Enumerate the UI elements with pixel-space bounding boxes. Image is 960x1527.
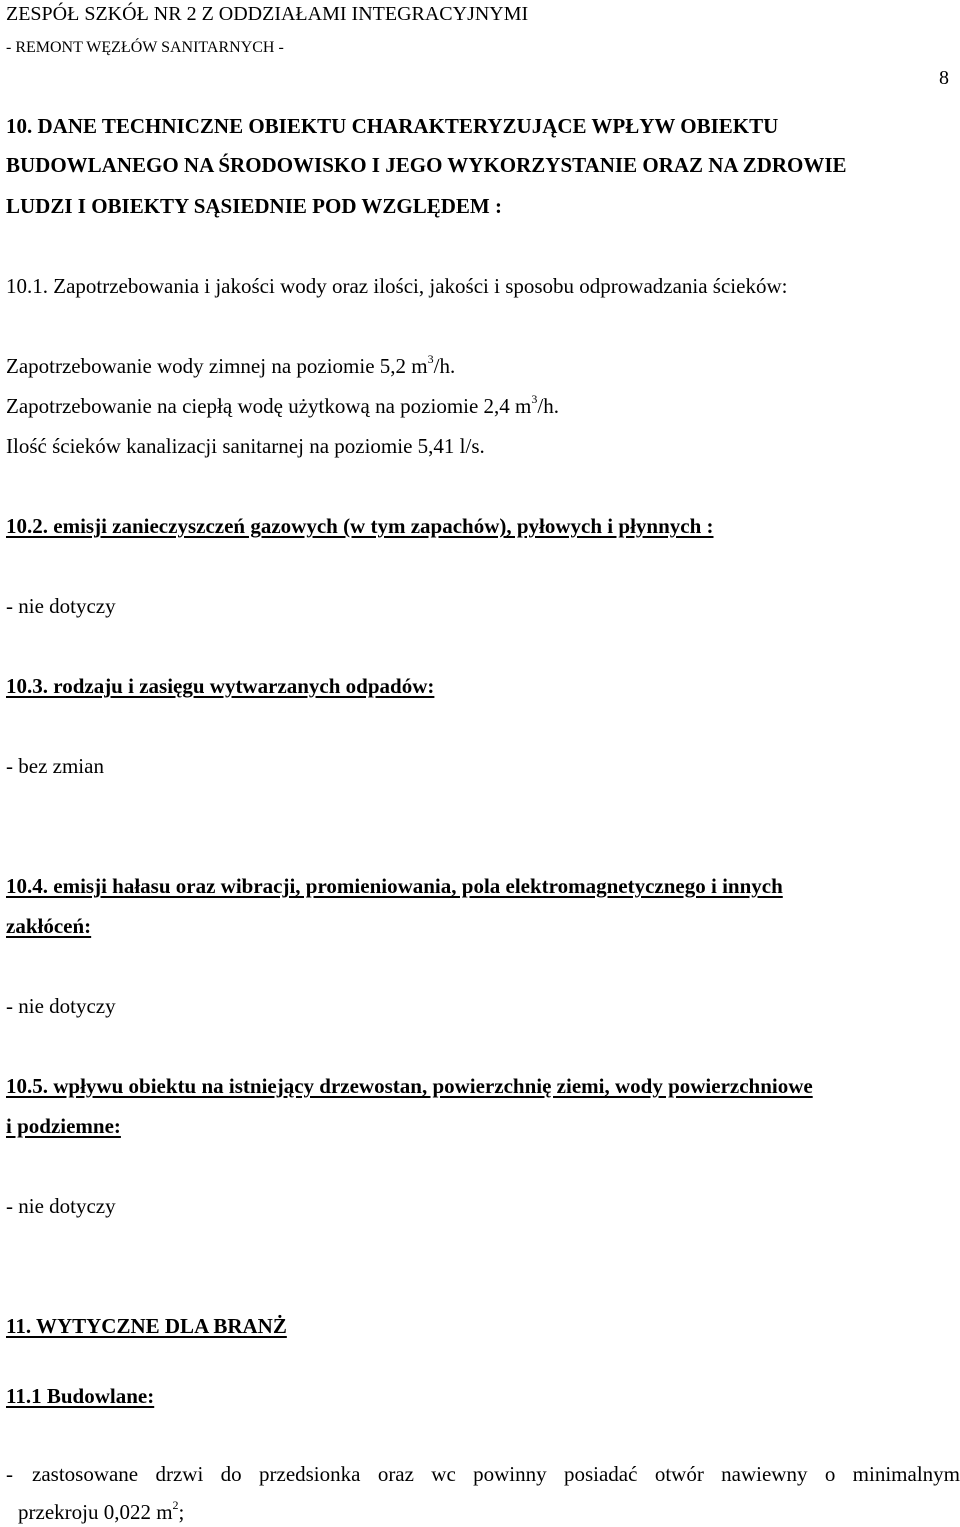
hot-water-exponent: 3: [531, 392, 538, 406]
bullet-word: przedsionka: [259, 1462, 361, 1486]
bullet-word: posiadać: [563, 1462, 638, 1486]
bullet-word: zastosowane: [32, 1462, 139, 1486]
hot-water-unit: /h.: [537, 394, 559, 418]
bullet-line-justified: [32, 1464, 960, 1485]
section-11-title: 11. WYTYCZNE DLA BRANŻ: [6, 1314, 287, 1338]
bullet-word: otwór: [654, 1462, 704, 1486]
section-11-1-title: 11.1 Budowlane:: [6, 1384, 155, 1408]
school-name: ZESPÓŁ SZKÓŁ NR 2 Z ODDZIAŁAMI INTEGRACYJNYMI: [6, 3, 529, 25]
bullet-word: minimalnym: [852, 1462, 960, 1486]
area-exponent: 2: [172, 1498, 179, 1512]
section-10-2-heading: 10.2. emisji zanieczyszczeń gazowych (w tym zapachów), pyłowych i płynnych :: [6, 514, 714, 538]
section-10-title-line3: LUDZI I OBIEKTY SĄSIEDNIE POD WZGLĘDEM :: [6, 194, 502, 218]
cold-water-text: Zapotrzebowanie wody zimnej na poziomie 5,2 m: [6, 354, 428, 378]
cold-water-line: [6, 352, 456, 378]
page-number: 8: [939, 67, 949, 89]
bullet-continuation: [18, 1498, 185, 1524]
section-10-title-line2: BUDOWLANEGO NA ŚRODOWISKO I JEGO WYKORZYSTANIE ORAZ NA ZDROWIE: [6, 153, 847, 177]
hot-water-line: [6, 392, 559, 418]
section-10-1-heading: 10.1. Zapotrzebowania i jakości wody oraz ilości, jakości i sposobu odprowadzania ścieków:: [6, 274, 788, 298]
bullet-cont-text: przekroju 0,022 m: [18, 1500, 173, 1524]
bullet-word: powinny: [473, 1462, 547, 1486]
bullet-word: nawiewny: [721, 1462, 808, 1486]
hot-water-text: Zapotrzebowanie na ciepłą wodę użytkową na poziomie 2,4 m: [6, 394, 532, 418]
section-10-4-value: - nie dotyczy: [6, 994, 116, 1018]
bullet-dash: -: [6, 1462, 13, 1486]
section-10-5-heading-line2: i podziemne:: [6, 1114, 121, 1138]
bullet-word: oraz: [377, 1462, 414, 1486]
cold-water-unit: /h.: [433, 354, 456, 378]
bullet-word: drzwi: [155, 1462, 204, 1486]
bullet-word: o: [824, 1462, 836, 1486]
section-10-4-heading-line1: 10.4. emisji hałasu oraz wibracji, promieniowania, pola elektromagnetycznego i innych: [6, 874, 783, 898]
cold-water-exponent: 3: [427, 352, 434, 366]
bullet-word: do: [220, 1462, 242, 1486]
section-10-5-heading-line1: 10.5. wpływu obiektu na istniejący drzewostan, powierzchnię ziemi, wody powierzchniowe: [6, 1074, 813, 1098]
bullet-word: wc: [431, 1462, 456, 1486]
section-10-4-heading-line2: zakłóceń:: [6, 914, 92, 938]
section-10-title-line1: 10. DANE TECHNICZNE OBIEKTU CHARAKTERYZUJĄCE WPŁYW OBIEKTU: [6, 114, 779, 138]
section-10-5-value: - nie dotyczy: [6, 1194, 116, 1218]
project-subtitle: - REMONT WĘZŁÓW SANITARNYCH -: [6, 39, 284, 56]
bullet-cont-end: ;: [178, 1500, 185, 1524]
section-10-2-value: - nie dotyczy: [6, 594, 116, 618]
sewage-line: Ilość ścieków kanalizacji sanitarnej na poziomie 5,41 l/s.: [6, 434, 485, 458]
section-10-3-heading: 10.3. rodzaju i zasięgu wytwarzanych odpadów:: [6, 674, 435, 698]
section-10-3-value: - bez zmian: [6, 754, 104, 778]
